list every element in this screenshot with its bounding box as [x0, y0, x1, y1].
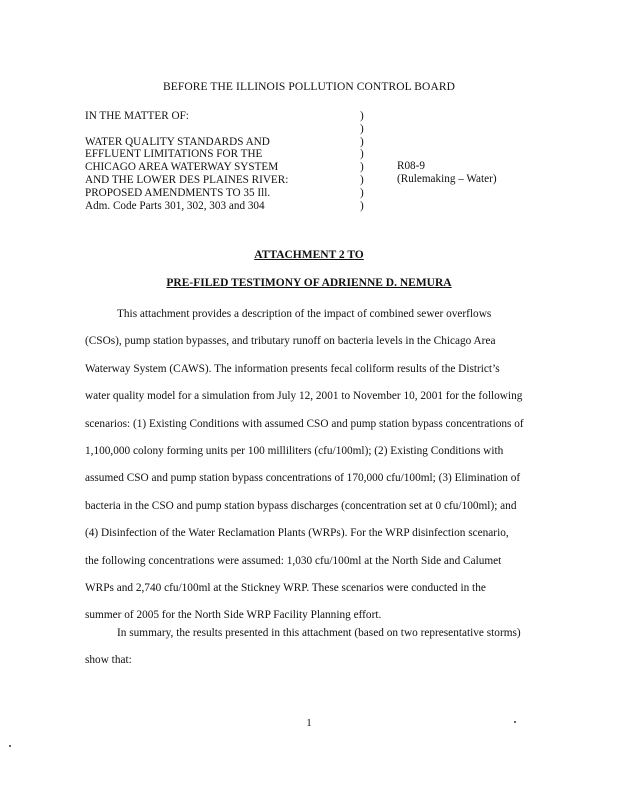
text-line: In summary, the results presented in this attachment (based on two representative storms)	[117, 627, 521, 639]
text-line: assumed CSO and pump station bypass concentrations of 170,000 cfu/100ml; (3) Elimination of	[85, 472, 521, 485]
paren: )	[360, 135, 364, 148]
caption-title-line: EFFLUENT LIMITATIONS FOR THE	[85, 148, 263, 161]
attachment-heading: ATTACHMENT 2 TO	[254, 249, 364, 261]
board-title: BEFORE THE ILLINOIS POLLUTION CONTROL BOARD	[162, 81, 456, 93]
text-line: 1,100,000 colony forming units per 100 milliliters (cfu/100ml); (2) Existing Conditions with	[85, 444, 504, 457]
caption-title-block	[85, 110, 355, 212]
text-line: water quality model for a simulation from July 12, 2001 to November 10, 2001 for the following	[85, 390, 523, 403]
text-line: scenarios: (1) Existing Conditions with assumed CSO and pump station bypass concentrations of	[85, 417, 524, 430]
scan-speck	[9, 745, 11, 747]
text-line: WRPs and 2,740 cfu/100ml at the Stickney WRP. These scenarios were conducted in the	[85, 581, 486, 594]
text-line: This attachment provides a description of the impact of combined sewer overflows	[117, 308, 492, 320]
docket-info	[397, 160, 497, 186]
paren: )	[360, 161, 364, 174]
caption-title-line: Adm. Code Parts 301, 302, 303 and 304	[85, 199, 265, 212]
page-number: 1	[306, 717, 312, 729]
caption-title-line: PROPOSED AMENDMENTS TO 35 Ill.	[85, 186, 271, 199]
paren: )	[360, 173, 364, 186]
paren: )	[360, 186, 364, 199]
caption-title-line: AND THE LOWER DES PLAINES RIVER:	[85, 173, 289, 186]
matter-line: IN THE MATTER OF:	[85, 110, 189, 122]
text-line: (CSOs), pump station bypasses, and tributary runoff on bacteria levels in the Chicago Area	[85, 335, 496, 348]
text-line: (4) Disinfection of the Water Reclamation Plants (WRPs). For the WRP disinfection scenario,	[85, 527, 509, 540]
paragraph-1	[85, 301, 535, 630]
scan-speck	[514, 721, 516, 723]
docket-type: (Rulemaking – Water)	[397, 172, 497, 185]
text-line: the following concentrations were assumed: 1,030 cfu/100ml at the North Side and Calumet	[85, 554, 502, 567]
paren: )	[360, 110, 364, 122]
text-line: summer of 2005 for the North Side WRP Facility Planning effort.	[85, 609, 382, 622]
paren: )	[360, 199, 364, 212]
caption-title-line: CHICAGO AREA WATERWAY SYSTEM	[85, 161, 279, 174]
caption-title-line: WATER QUALITY STANDARDS AND	[85, 135, 270, 148]
paren: )	[360, 148, 364, 161]
text-line: bacteria in the CSO and pump station bypass discharges (concentration set at 0 cfu/100ml); and	[85, 499, 517, 512]
attachment-subheading: PRE-FILED TESTIMONY OF ADRIENNE D. NEMURA	[166, 277, 452, 289]
paren: )	[360, 122, 364, 135]
caption-parentheses	[360, 110, 370, 212]
caption-spacer	[85, 123, 355, 136]
paragraph-2	[85, 620, 535, 675]
text-line: Waterway System (CAWS). The information presents fecal coliform results of the District’s	[85, 362, 500, 375]
text-line: show that:	[85, 654, 132, 667]
docket-number: R08-9	[397, 160, 425, 172]
